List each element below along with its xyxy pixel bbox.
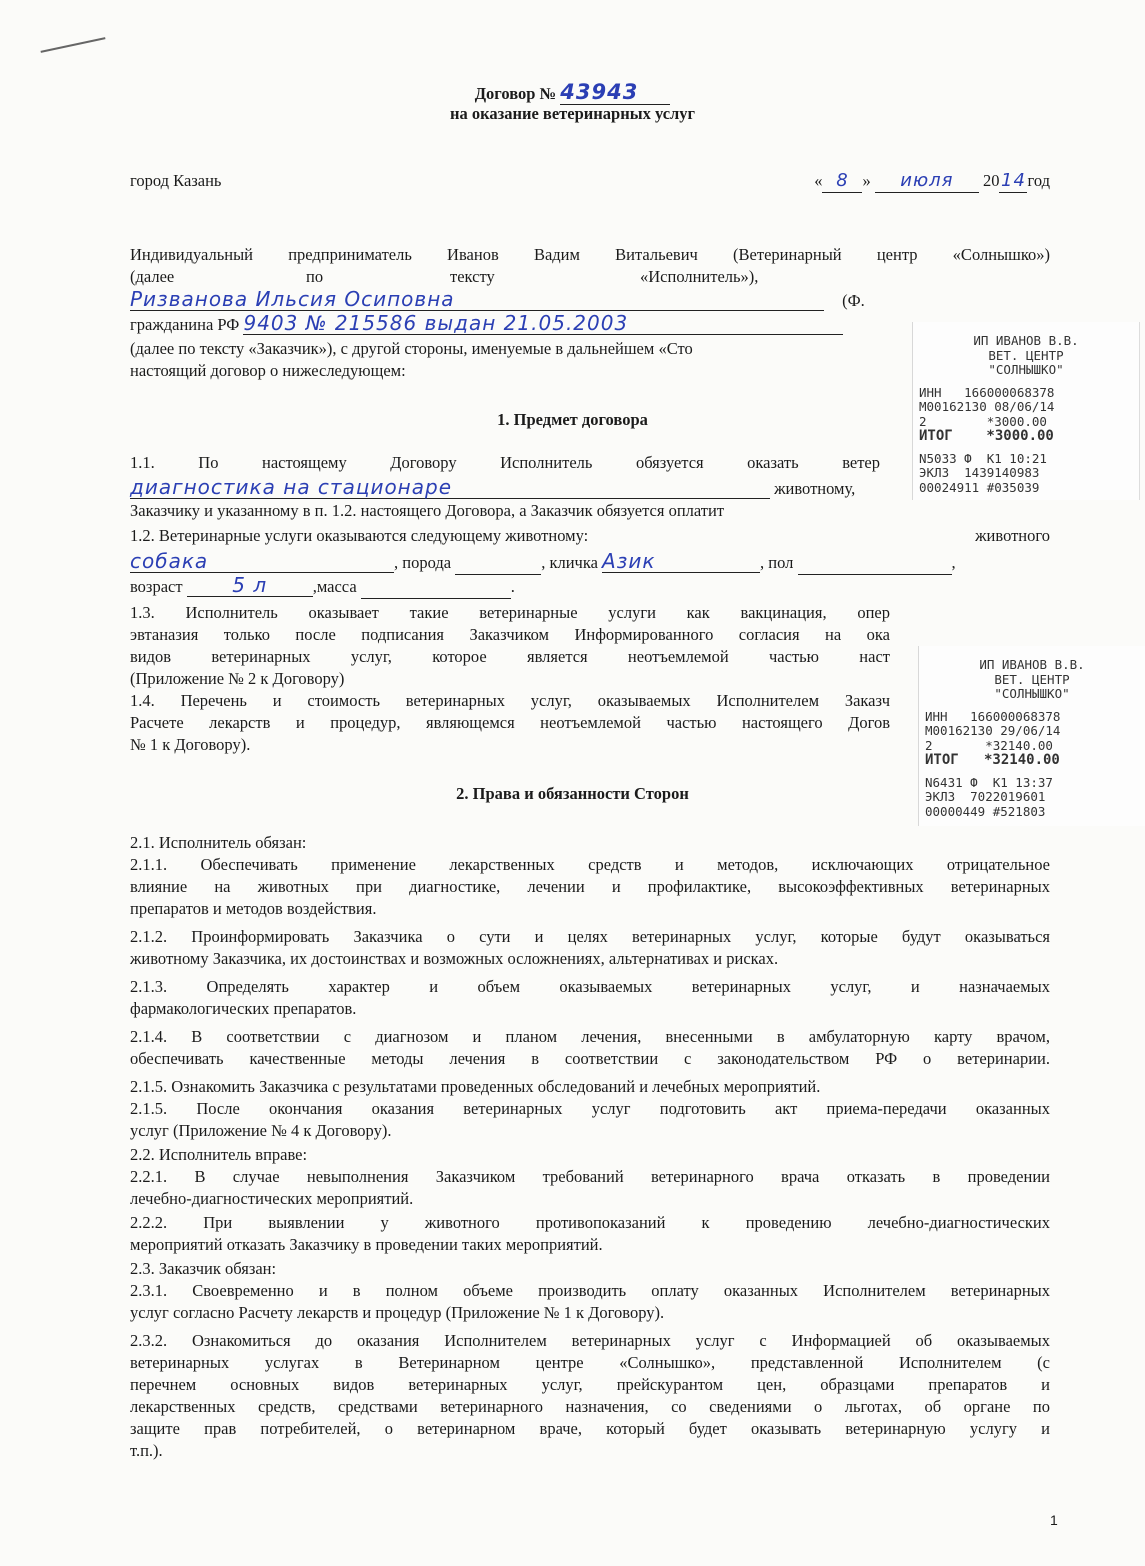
receipt-line: М00162130 08/06/14 bbox=[919, 399, 1055, 414]
section-1-heading: 1. Предмет договора bbox=[497, 410, 648, 429]
place-date-line bbox=[130, 170, 1050, 192]
contract-title: Договор № 43943 bbox=[0, 80, 1145, 105]
receipt-line: ЭКЛЗ 1439140983 bbox=[919, 465, 1040, 480]
receipt-line: ИНН 166000068378 bbox=[919, 384, 1055, 400]
p13-line-1: 1.3. Исполнитель оказывает такие ветеринарные услуги как вакцинация, опер bbox=[130, 603, 890, 622]
sex-field bbox=[798, 552, 952, 575]
section-2-line: 2.3.1. Своевременно и в полном объеме производить оплату оказанных Исполнителем ветеринарных bbox=[130, 1281, 1050, 1300]
p14-line-1: 1.4. Перечень и стоимость ветеринарных услуг, оказываемых Исполнителем Заказч bbox=[130, 691, 890, 710]
mass-field bbox=[361, 576, 511, 599]
service-field: диагностика на стационаре bbox=[130, 476, 770, 499]
receipt-line: "СОЛНЫШКО" bbox=[994, 686, 1070, 701]
receipt-line: ИТОГ *3000.00 bbox=[919, 428, 1054, 444]
p11-line-1: 1.1. По настоящему Договору Исполнитель обязуется оказать ветер bbox=[130, 453, 880, 472]
p13-line-4: (Приложение № 2 к Договору) bbox=[130, 669, 345, 688]
contract-subtitle: на оказание ветеринарных услуг bbox=[449, 104, 696, 123]
receipt-line: 00000449 #521803 bbox=[925, 803, 1046, 819]
species-field: собака bbox=[130, 550, 394, 573]
p12-line-3: возраст 5 л ,масса . bbox=[130, 573, 515, 597]
p14-line-2: Расчете лекарств и процедур, являющемся неотъемлемой частью настоящего Догов bbox=[130, 713, 890, 732]
section-2-line: 2.1. Исполнитель обязан: bbox=[130, 833, 307, 852]
contract-number: 43943 bbox=[560, 80, 670, 105]
section-2-heading: 2. Права и обязанности Сторон bbox=[456, 784, 689, 803]
section-2-line: лекарственных средств, средствами ветеринарного назначения, со сведениями о льготах, об органе по bbox=[130, 1397, 1050, 1416]
parties-line-4: гражданина РФ 9403 № 215586 выдан 21.05.2003 bbox=[130, 312, 1050, 336]
age-field: 5 л bbox=[187, 574, 313, 597]
section-2-line: влияние на животных при диагностике, лечении и профилактике, высокоэффективных ветеринарных bbox=[130, 877, 1050, 896]
section-2-line: 2.1.5. После окончания оказания ветеринарных услуг подготовить акт приема-передачи оказанных bbox=[130, 1099, 1050, 1118]
parties-line-3: Ризванова Ильсия Осиповна (Ф. bbox=[130, 287, 865, 311]
section-2-line: т.п.). bbox=[130, 1441, 163, 1460]
receipt-line: М00162130 29/06/14 bbox=[925, 723, 1061, 738]
section-2-line: препаратов и методов воздействия. bbox=[130, 899, 377, 918]
section-2-line: услуг согласно Расчету лекарств и процедур (Приложение № 1 к Договору). bbox=[130, 1303, 665, 1322]
p13-line-3: видов ветеринарных услуг, которое является неотъемлемой частью наст bbox=[130, 647, 890, 666]
parties-line-1: Индивидуальный предприниматель Иванов Вадим Витальевич (Ветеринарный центр «Солнышко») bbox=[130, 245, 1050, 264]
section-2-line: услуг (Приложение № 4 к Договору). bbox=[130, 1121, 392, 1140]
page-number: 1 bbox=[1050, 1512, 1058, 1528]
receipt-line: "СОЛНЫШКО" bbox=[988, 362, 1064, 377]
section-2-line: 2.3. Заказчик обязан: bbox=[130, 1259, 277, 1278]
section-2-line: лечебно-диагностических мероприятий. bbox=[130, 1189, 414, 1208]
section-2-line: животному Заказчика, их достоинствах и возможных осложнениях, альтернативах и рисках. bbox=[130, 949, 779, 968]
city: город Казань bbox=[130, 171, 222, 190]
p14-line-3: № 1 к Договору). bbox=[130, 735, 251, 754]
section-2-line: 2.2. Исполнитель вправе: bbox=[130, 1145, 308, 1164]
section-2-line: 2.1.5. Ознакомить Заказчика с результатами проведенных обследований и лечебных мероприятий. bbox=[130, 1077, 821, 1096]
pen-mark bbox=[41, 37, 106, 53]
section-2-line: 2.2.2. При выявлении у животного противопоказаний к проведению лечебно-диагностических bbox=[130, 1213, 1050, 1232]
receipt-line: N6431 Ф К1 13:37 bbox=[925, 774, 1053, 790]
section-2-line: ветеринарных услугах в Ветеринарном центре «Солнышко», представленной Исполнителем (с bbox=[130, 1353, 1050, 1372]
p12-line-1: 1.2. Ветеринарные услуги оказываются следующему животному: животного bbox=[130, 526, 1050, 545]
breed-field bbox=[455, 552, 541, 575]
section-2-line: фармакологических препаратов. bbox=[130, 999, 357, 1018]
receipt-line: N5033 Ф К1 10:21 bbox=[919, 450, 1047, 466]
p11-line-3: Заказчику и указанному в п. 1.2. настоящего Договора, а Заказчик обязуется оплатит bbox=[130, 501, 725, 520]
section-2-line: перечнем основных видов ветеринарных услуг, прейскурантом цен, образцами препаратов и bbox=[130, 1375, 1050, 1394]
p11-line-2: диагностика на стационаре животному, bbox=[130, 475, 856, 499]
receipt-line: ВЕТ. ЦЕНТР bbox=[988, 347, 1064, 363]
receipt-2 bbox=[918, 646, 1145, 826]
nickname-field: Азик bbox=[602, 550, 760, 573]
receipt-line: ИП ИВАНОВ В.В. bbox=[979, 657, 1085, 672]
section-2-line: 2.1.4. В соответствии с диагнозом и планом лечения, внесенными в амбулаторную карту врачом, bbox=[130, 1027, 1050, 1046]
receipt-line: ЭКЛЗ 7022019601 bbox=[925, 789, 1046, 804]
section-2-line: мероприятий отказать Заказчику в проведении таких мероприятий. bbox=[130, 1235, 603, 1254]
receipt-line: ИТОГ *32140.00 bbox=[925, 752, 1060, 768]
section-2-line: защите прав потребителей, о ветеринарном враче, который будет оказывать ветеринарную услугу и bbox=[130, 1419, 1050, 1438]
receipt-line: ИНН 166000068378 bbox=[925, 708, 1061, 724]
receipt-line: 2 *32140.00 bbox=[925, 737, 1053, 753]
client-name-field: Ризванова Ильсия Осиповна bbox=[130, 288, 824, 311]
receipt-line: ИП ИВАНОВ В.В. bbox=[973, 333, 1079, 348]
receipt-line: ВЕТ. ЦЕНТР bbox=[994, 671, 1070, 687]
section-2-line: 2.1.1. Обеспечивать применение лекарственных средств и методов, исключающих отрицательное bbox=[130, 855, 1050, 874]
p13-line-2: эвтаназия только после подписания Заказчиком Информированного согласия на ока bbox=[130, 625, 890, 644]
section-2-line: 2.1.3. Определять характер и объем оказываемых ветеринарных услуг, и назначаемых bbox=[130, 977, 1050, 996]
section-2-line: обеспечивать качественные методы лечения в соответствии с законодательством РФ о ветеринарии. bbox=[130, 1049, 1050, 1068]
parties-line-5: (далее по тексту «Заказчик»), с другой стороны, именуемые в дальнейшем «Сто bbox=[130, 339, 693, 358]
receipt-1 bbox=[912, 322, 1140, 500]
receipt-line: 00024911 #035039 bbox=[919, 479, 1040, 495]
section-2-line: 2.1.2. Проинформировать Заказчика о сути и целях ветеринарных услуг, которые будут оказываться bbox=[130, 927, 1050, 946]
parties-line-2: (далее по тексту «Исполнитель»), bbox=[130, 267, 759, 286]
section-2-line: 2.2.1. В случае невыполнения Заказчиком требований ветеринарного врача отказать в проведении bbox=[130, 1167, 1050, 1186]
receipt-line: 2 *3000.00 bbox=[919, 413, 1047, 429]
contract-date: « 8 » июля 2014год bbox=[814, 170, 1050, 191]
p12-line-2: собака , порода , кличка Азик , пол , bbox=[130, 549, 956, 573]
passport-field: 9403 № 215586 выдан 21.05.2003 bbox=[243, 312, 843, 335]
parties-line-6: настоящий договор о нижеследующем: bbox=[130, 361, 406, 380]
section-2-line: 2.3.2. Ознакомиться до оказания Исполнителем ветеринарных услуг с Информацией об оказываемых bbox=[130, 1331, 1050, 1350]
